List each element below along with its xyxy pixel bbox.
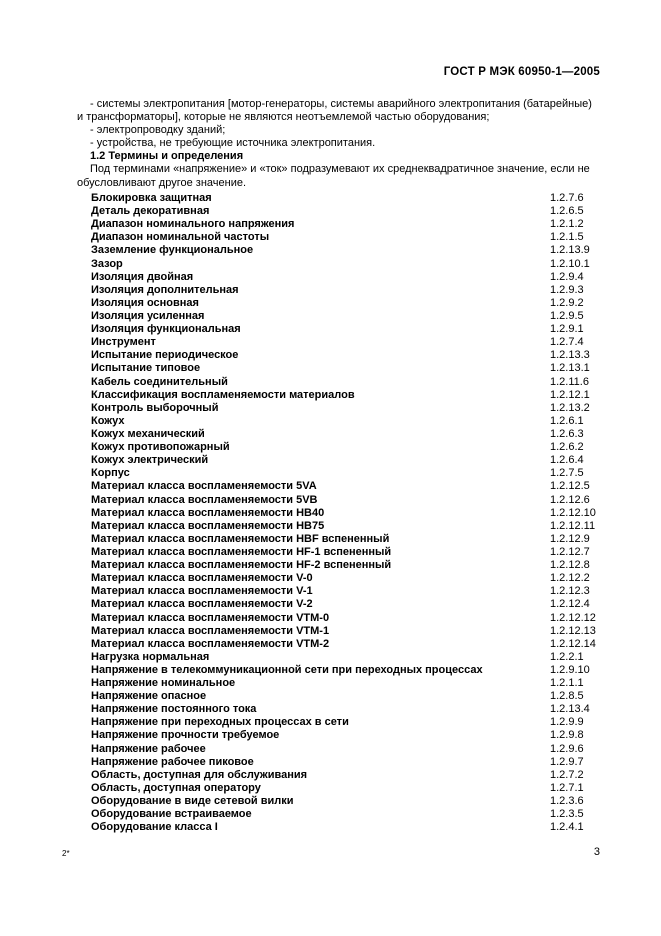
term-row bbox=[91, 284, 601, 297]
term-clause-ref: 1.2.12.10 bbox=[550, 506, 596, 519]
term-name: Зазор bbox=[91, 257, 123, 270]
term-name: Кожух механический bbox=[91, 427, 205, 440]
term-row bbox=[91, 769, 601, 782]
term-row bbox=[91, 310, 601, 323]
term-clause-ref: 1.2.12.6 bbox=[550, 493, 590, 506]
term-name: Напряжение при переходных процессах в сети bbox=[91, 716, 349, 729]
term-name: Материал класса воспламеняемости V-2 bbox=[91, 598, 313, 611]
term-name: Инструмент bbox=[91, 336, 156, 349]
term-row bbox=[91, 808, 601, 821]
term-clause-ref: 1.2.12.14 bbox=[550, 637, 596, 650]
term-clause-ref: 1.2.9.9 bbox=[550, 716, 584, 729]
term-name: Изоляция дополнительная bbox=[91, 283, 239, 296]
term-clause-ref: 1.2.2.1 bbox=[550, 650, 584, 663]
term-name: Область, доступная оператору bbox=[91, 781, 261, 794]
term-row bbox=[91, 244, 601, 257]
term-row bbox=[91, 795, 601, 808]
term-clause-ref: 1.2.13.4 bbox=[550, 703, 590, 716]
term-clause-ref: 1.2.1.2 bbox=[550, 218, 584, 231]
term-row bbox=[91, 533, 601, 546]
term-row bbox=[91, 559, 601, 572]
term-name: Материал класса воспламеняемости V-0 bbox=[91, 572, 313, 585]
term-name: Диапазон номинального напряжения bbox=[91, 218, 295, 231]
page-number: 3 bbox=[593, 846, 600, 858]
term-row bbox=[91, 336, 601, 349]
term-clause-ref: 1.2.3.5 bbox=[550, 808, 584, 821]
term-clause-ref: 1.2.6.5 bbox=[550, 205, 584, 218]
standard-header: ГОСТ Р МЭК 60950-1—2005 bbox=[443, 66, 600, 78]
term-name: Материал класса воспламеняемости HF-2 вспененный bbox=[91, 559, 392, 572]
term-name: Материал класса воспламеняемости V-1 bbox=[91, 585, 313, 598]
term-row bbox=[91, 664, 601, 677]
term-clause-ref: 1.2.13.3 bbox=[550, 349, 590, 362]
term-row bbox=[91, 612, 601, 625]
term-name: Напряжение опасное bbox=[91, 690, 207, 703]
term-row bbox=[91, 376, 601, 389]
term-row bbox=[91, 756, 601, 769]
term-name: Изоляция усиленная bbox=[91, 309, 205, 322]
intro-line-1: - системы электропитания [мотор-генераторы, системы аварийного электропитания (батарейные) и трансформаторы], которые не являются неотъемлемой частью оборудования; bbox=[77, 98, 592, 124]
term-name: Кожух bbox=[91, 414, 125, 427]
term-clause-ref: 1.2.12.11 bbox=[550, 519, 596, 532]
term-clause-ref: 1.2.3.6 bbox=[550, 795, 584, 808]
term-clause-ref: 1.2.12.13 bbox=[550, 624, 596, 637]
term-clause-ref: 1.2.6.1 bbox=[550, 414, 584, 427]
term-row bbox=[91, 690, 601, 703]
term-row bbox=[91, 782, 601, 795]
term-row bbox=[91, 546, 601, 559]
term-row bbox=[91, 428, 601, 441]
term-clause-ref: 1.2.9.8 bbox=[550, 729, 584, 742]
term-name: Материал класса воспламеняемости HBF вспененный bbox=[91, 532, 390, 545]
term-clause-ref: 1.2.6.3 bbox=[550, 427, 584, 440]
term-clause-ref: 1.2.13.9 bbox=[550, 244, 590, 257]
term-clause-ref: 1.2.11.6 bbox=[550, 375, 589, 388]
term-clause-ref: 1.2.12.5 bbox=[550, 480, 590, 493]
term-row bbox=[91, 323, 601, 336]
term-clause-ref: 1.2.9.1 bbox=[550, 323, 584, 336]
term-row bbox=[91, 716, 601, 729]
terms-index bbox=[91, 192, 601, 834]
term-clause-ref: 1.2.7.2 bbox=[550, 768, 584, 781]
term-clause-ref: 1.2.7.6 bbox=[550, 192, 584, 204]
term-name: Материал класса воспламеняемости HF-1 вспененный bbox=[91, 545, 392, 558]
term-row bbox=[91, 467, 601, 480]
term-name: Оборудование в виде сетевой вилки bbox=[91, 795, 294, 808]
term-row bbox=[91, 743, 601, 756]
term-clause-ref: 1.2.9.4 bbox=[550, 270, 584, 283]
term-clause-ref: 1.2.10.1 bbox=[550, 257, 590, 270]
term-name: Изоляция функциональная bbox=[91, 323, 241, 336]
term-clause-ref: 1.2.7.4 bbox=[550, 336, 584, 349]
section-title: 1.2 Термины и определения bbox=[90, 150, 244, 163]
term-row bbox=[91, 218, 601, 231]
term-row bbox=[91, 703, 601, 716]
term-name: Нагрузка нормальная bbox=[91, 650, 210, 663]
term-name: Напряжение рабочее bbox=[91, 742, 206, 755]
term-name: Деталь декоративная bbox=[91, 205, 210, 218]
term-clause-ref: 1.2.13.2 bbox=[550, 401, 590, 414]
term-name: Напряжение прочности требуемое bbox=[91, 729, 280, 742]
term-clause-ref: 1.2.12.2 bbox=[550, 572, 590, 585]
term-row bbox=[91, 729, 601, 742]
term-row bbox=[91, 585, 601, 598]
term-clause-ref: 1.2.6.4 bbox=[550, 454, 584, 467]
term-row bbox=[91, 821, 601, 834]
term-clause-ref: 1.2.6.2 bbox=[550, 441, 584, 454]
section-note: Под терминами «напряжение» и «ток» подразумевают их среднеквадратичное значение, если не обусловливают другое значение. bbox=[77, 163, 590, 189]
term-row bbox=[91, 231, 601, 244]
term-name: Оборудование класса I bbox=[91, 821, 218, 834]
term-clause-ref: 1.2.12.12 bbox=[550, 611, 596, 624]
term-row bbox=[91, 271, 601, 284]
term-name: Материал класса воспламеняемости VTM-2 bbox=[91, 637, 330, 650]
term-clause-ref: 1.2.12.1 bbox=[550, 388, 590, 401]
term-clause-ref: 1.2.12.3 bbox=[550, 585, 590, 598]
term-clause-ref: 1.2.9.5 bbox=[550, 309, 584, 322]
term-name: Изоляция основная bbox=[91, 296, 199, 309]
term-clause-ref: 1.2.1.1 bbox=[550, 677, 584, 690]
term-row bbox=[91, 349, 601, 362]
term-name: Классификация воспламеняемости материалов bbox=[91, 388, 355, 401]
term-name: Контроль выборочный bbox=[91, 401, 219, 414]
term-clause-ref: 1.2.8.5 bbox=[550, 690, 584, 703]
term-row bbox=[91, 205, 601, 218]
term-name: Напряжение номинальное bbox=[91, 677, 236, 690]
intro-line-3: - устройства, не требующие источника электропитания. bbox=[90, 137, 376, 150]
term-clause-ref: 1.2.13.1 bbox=[550, 362, 590, 375]
term-name: Заземление функциональное bbox=[91, 244, 254, 257]
term-name: Испытание типовое bbox=[91, 362, 201, 375]
term-name: Напряжение рабочее пиковое bbox=[91, 755, 254, 768]
term-row bbox=[91, 651, 601, 664]
term-clause-ref: 1.2.9.7 bbox=[550, 755, 584, 768]
term-name: Материал класса воспламеняемости VTM-0 bbox=[91, 611, 330, 624]
term-clause-ref: 1.2.9.2 bbox=[550, 296, 584, 309]
term-name: Изоляция двойная bbox=[91, 270, 194, 283]
term-name: Кожух противопожарный bbox=[91, 441, 230, 454]
term-row bbox=[91, 415, 601, 428]
term-row bbox=[91, 572, 601, 585]
term-row bbox=[91, 638, 601, 651]
term-clause-ref: 1.2.7.5 bbox=[550, 467, 584, 480]
term-name: Напряжение в телекоммуникационной сети при переходных процессах bbox=[91, 663, 483, 676]
term-clause-ref: 1.2.7.1 bbox=[550, 781, 584, 794]
term-name: Кожух электрический bbox=[91, 454, 209, 467]
term-name: Оборудование встраиваемое bbox=[91, 808, 252, 821]
term-clause-ref: 1.2.9.6 bbox=[550, 742, 584, 755]
term-clause-ref: 1.2.12.8 bbox=[550, 559, 590, 572]
term-name: Материал класса воспламеняемости VTM-1 bbox=[91, 624, 330, 637]
term-name: Напряжение постоянного тока bbox=[91, 703, 257, 716]
term-row bbox=[91, 507, 601, 520]
term-clause-ref: 1.2.4.1 bbox=[550, 821, 584, 834]
term-name: Кабель соединительный bbox=[91, 375, 228, 388]
term-row bbox=[91, 677, 601, 690]
intro-block bbox=[77, 98, 599, 190]
term-name: Материал класса воспламеняемости 5VB bbox=[91, 493, 318, 506]
term-row bbox=[91, 441, 601, 454]
term-name: Материал класса воспламеняемости HB75 bbox=[91, 519, 325, 532]
term-row bbox=[91, 362, 601, 375]
term-row bbox=[91, 389, 601, 402]
term-clause-ref: 1.2.1.5 bbox=[550, 231, 584, 244]
term-row bbox=[91, 402, 601, 415]
term-clause-ref: 1.2.12.9 bbox=[550, 532, 590, 545]
term-row bbox=[91, 192, 601, 205]
term-clause-ref: 1.2.12.4 bbox=[550, 598, 590, 611]
term-name: Область, доступная для обслуживания bbox=[91, 768, 308, 781]
term-name: Корпус bbox=[91, 467, 130, 480]
intro-line-2: - электропроводку зданий; bbox=[90, 124, 226, 137]
term-row bbox=[91, 598, 601, 611]
term-row bbox=[91, 297, 601, 310]
term-row bbox=[91, 480, 601, 493]
term-name: Материал класса воспламеняемости 5VA bbox=[91, 480, 317, 493]
term-name: Испытание периодическое bbox=[91, 349, 239, 362]
term-row bbox=[91, 494, 601, 507]
term-name: Блокировка защитная bbox=[91, 192, 212, 204]
term-name: Материал класса воспламеняемости HB40 bbox=[91, 506, 325, 519]
term-row bbox=[91, 625, 601, 638]
term-row bbox=[91, 520, 601, 533]
sheet-mark: 2* bbox=[62, 849, 70, 858]
term-row bbox=[91, 258, 601, 271]
term-row bbox=[91, 454, 601, 467]
term-clause-ref: 1.2.12.7 bbox=[550, 545, 590, 558]
term-clause-ref: 1.2.9.3 bbox=[550, 283, 584, 296]
term-name: Диапазон номинальной частоты bbox=[91, 231, 270, 244]
term-clause-ref: 1.2.9.10 bbox=[550, 663, 590, 676]
